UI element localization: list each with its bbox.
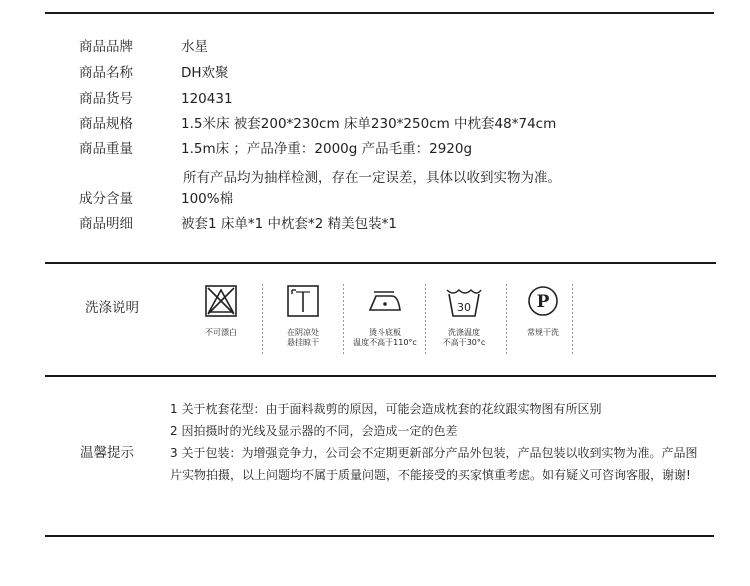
spec-label: 商品品牌 xyxy=(79,39,133,55)
spec-label: 商品明细 xyxy=(79,216,133,232)
dry-clean-p-icon xyxy=(520,282,566,322)
care-item-no-bleach xyxy=(188,282,254,338)
divider-top xyxy=(45,262,716,264)
shade-dry-icon xyxy=(280,282,326,322)
care-caption xyxy=(510,328,576,338)
spec-label: 商品规格 xyxy=(79,116,133,132)
tips-list xyxy=(170,398,705,486)
spec-value: 1.5m床 ；产品净重：2000g 产品毛重：2920g xyxy=(181,141,473,157)
tip-item: 3 关于包装：为增强竞争力，公司会不定期更新部分产品外包装，产品包装以收到实物为准。产品图片实物拍摄，以上问题均不属于质量问题，不能接受的买家慎重考虑。如有疑义可咨询客服，谢谢! xyxy=(170,446,698,482)
spec-value: 被套1 床单*1 中枕套*2 精美包装*1 xyxy=(181,216,397,232)
care-separator xyxy=(572,284,573,356)
tip-item: 1 关于枕套花型：由于面料裁剪的原因，可能会造成枕套的花纹跟实物图有所区别 xyxy=(170,402,602,416)
care-separator xyxy=(506,284,507,356)
wash-30-icon xyxy=(441,282,487,322)
spec-row-material xyxy=(79,190,233,208)
care-caption-line1: 烫斗底板 xyxy=(369,328,401,337)
tip-item: 2 因拍摄时的光线及显示器的不同，会造成一定的色差 xyxy=(170,424,458,438)
spec-row-weight xyxy=(79,140,472,158)
tips-label: 温馨提示 xyxy=(80,445,134,461)
spec-value: 100%棉 xyxy=(181,191,234,207)
spec-label: 商品重量 xyxy=(79,141,133,157)
spec-value: DH欢聚 xyxy=(181,65,229,81)
care-separator xyxy=(343,284,344,356)
spec-value: 水星 xyxy=(181,39,208,55)
spec-row-contents xyxy=(79,215,397,233)
spec-row-brand xyxy=(79,38,208,56)
spec-row-size xyxy=(79,115,556,133)
spec-label: 商品名称 xyxy=(79,65,133,81)
care-item-shade-dry xyxy=(270,282,336,348)
spec-label: 商品货号 xyxy=(79,91,133,107)
care-item-dry-clean xyxy=(510,282,576,338)
iron-icon xyxy=(362,282,408,322)
care-caption-line2: 不高于30°c xyxy=(442,338,486,347)
care-caption-line1: 不可漂白 xyxy=(205,328,237,337)
care-item-iron xyxy=(352,282,418,348)
care-caption-line2: 温度不高于110°c xyxy=(353,338,417,347)
care-caption-line1: 常规干洗 xyxy=(527,328,559,337)
care-caption xyxy=(431,328,497,348)
care-caption xyxy=(188,328,254,338)
no-bleach-icon xyxy=(198,282,244,322)
care-caption xyxy=(270,328,336,348)
care-caption-line2: 悬挂晾干 xyxy=(287,338,319,347)
spec-row-name xyxy=(79,64,229,82)
divider-bottom xyxy=(45,375,716,377)
care-caption-line1: 在阴凉处 xyxy=(287,328,319,337)
care-separator xyxy=(425,284,426,356)
weight-note: 所有产品均为抽样检测，存在一定误差，具体以收到实物为准。 xyxy=(183,170,561,186)
washing-label: 洗涤说明 xyxy=(85,300,139,316)
care-caption xyxy=(352,328,418,348)
wash-temp-label: 30 xyxy=(457,301,471,314)
spec-row-sku xyxy=(79,90,233,108)
dry-clean-letter: P xyxy=(536,292,550,312)
spec-value: 120431 xyxy=(181,91,233,107)
care-caption-line1: 洗涤温度 xyxy=(448,328,480,337)
care-item-wash xyxy=(431,282,497,348)
spec-label: 成分含量 xyxy=(79,191,133,207)
spec-value: 1.5米床 被套200*230cm 床单230*250cm 中枕套48*74cm xyxy=(181,116,557,132)
care-separator xyxy=(262,284,263,356)
